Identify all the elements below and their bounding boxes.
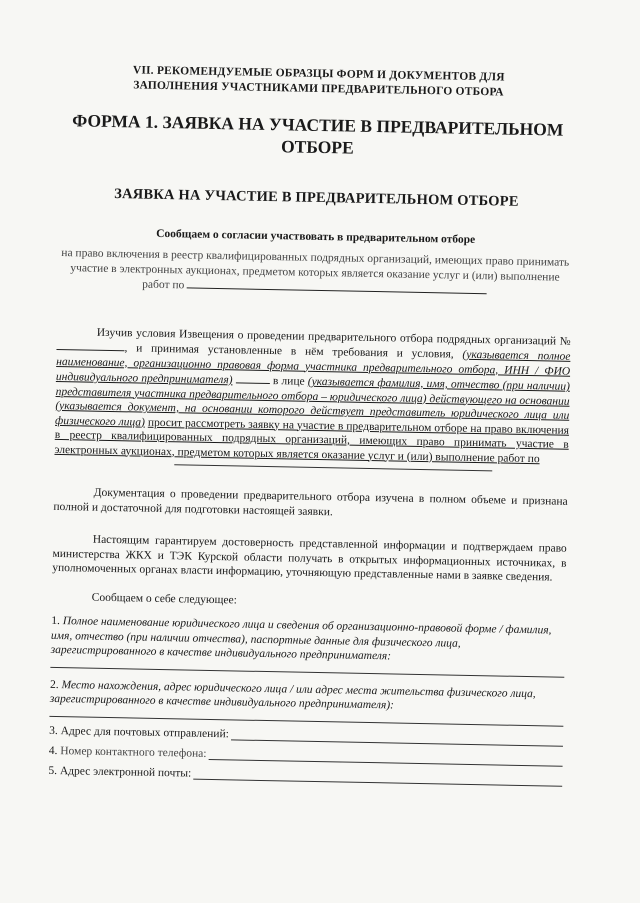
study-text-4: в лице [272,375,305,388]
participant-hint: (указывается полное наименование, организационно правовая форма участника предварительного отбора, ИНН / ФИО индивидуального предпринимателя) [55,348,571,387]
item-4 [49,744,563,766]
form-title [60,109,575,163]
item-2-text: Место нахождения, адрес юридического лица / или адрес места жительства физического лица, зарегистрированного в качестве индивидуального предпринимателя): [49,678,536,712]
works-blank-line-2 [174,464,492,471]
study-text-2: , и принимая установленные в нём требования и условия, [124,342,454,361]
item-3-text: Адрес для почтовых отправлений: [60,724,229,740]
item-4-number: 4. [48,744,58,757]
intro-text: на право включения в реестр квалифицированных подрядных организаций, имеющих право принимать участие в электронных аукционах, предметом которых является оказание услуг и (или) выполнение работ по [61,247,570,292]
item-1-text: Полное наименование юридического лица и сведения об организационно-правовой форме / фамилия, имя, отчество (при наличии отчества), паспортные данные для физического лица, зарегистрированного в качестве индивидуального предпринимателя: [50,615,552,663]
document-content [48,62,576,786]
notice-number-blank [56,339,124,351]
guarantee-paragraph: Настоящим гарантируем достоверность представленной информации и подтверждаем право министерства ЖКХ и ТЭК Курской области получать в открытых информационных источниках, в уполномоченных органах власти информацию, уточняющую представленные нами в заявке сведения. [52,533,567,584]
section-title-line-2: ЗАПОЛНЕНИЯ УЧАСТНИКАМИ ПРЕДВАРИТЕЛЬНОГО ОТБОРА [133,79,504,99]
item-3-number: 3. [49,724,58,737]
intro-paragraph [58,246,573,300]
item-3-blank-line [231,728,563,746]
item-2-number: 2. [49,678,59,691]
representative-hint: (указывается фамилия, имя, отчество (при наличии) представителя участника предварительного отбора – юридического лица) действующего на основании (указывается документ, на основании которого действует представитель юридического лица или физического лица) [55,375,571,429]
documentation-paragraph: Документация о проведении предварительного отбора изучена в полном объеме и признана полной и достаточной для подготовки настоящей заявки. [53,486,568,518]
item-1-number: 1. [51,614,61,628]
item-2-blank-line [49,715,563,726]
item-5-number: 5. [48,764,58,777]
study-request-text: просит рассмотреть заявку на участие в предварительном отборе на право включения в реестр квалифицированных подрядных организаций, имеющих право принимать участие в электронных аукционах, предметом которых является оказание услуг и (или) выполнение работ по [54,416,570,465]
form-title-line-2: ОТБОРЕ [280,136,354,158]
item-5-text: Адрес электронной почты: [59,764,192,780]
item-3 [49,724,563,746]
study-text-1: Изучив условия Извещения о проведении предварительного отбора подрядных организаций № [96,326,571,348]
item-1 [50,614,565,677]
item-4-text: Номер контактного телефона: [60,744,207,760]
item-1-blank-line [50,666,564,677]
section-title [61,62,575,102]
item-2 [49,677,564,726]
study-paragraph [54,324,570,466]
self-info-heading: Сообщаем о себе следующее: [91,591,237,606]
item-5 [48,764,562,786]
participant-blank [236,372,270,384]
consent-heading: Сообщаем о согласии участвовать в предварительном отборе [156,227,476,246]
item-5-blank-line [193,767,562,786]
section-title-line-1: VII. РЕКОМЕНДУЕМЫЕ ОБРАЗЦЫ ФОРМ И ДОКУМЕНТОВ ДЛЯ [132,64,505,84]
form-title-line-1: ФОРМА 1. ЗАЯВКА НА УЧАСТИЕ В ПРЕДВАРИТЕЛЬНОМ [72,110,564,140]
application-title: ЗАЯВКА НА УЧАСТИЕ В ПРЕДВАРИТЕЛЬНОМ ОТБОРЕ [114,186,519,210]
item-4-blank-line [208,747,562,766]
